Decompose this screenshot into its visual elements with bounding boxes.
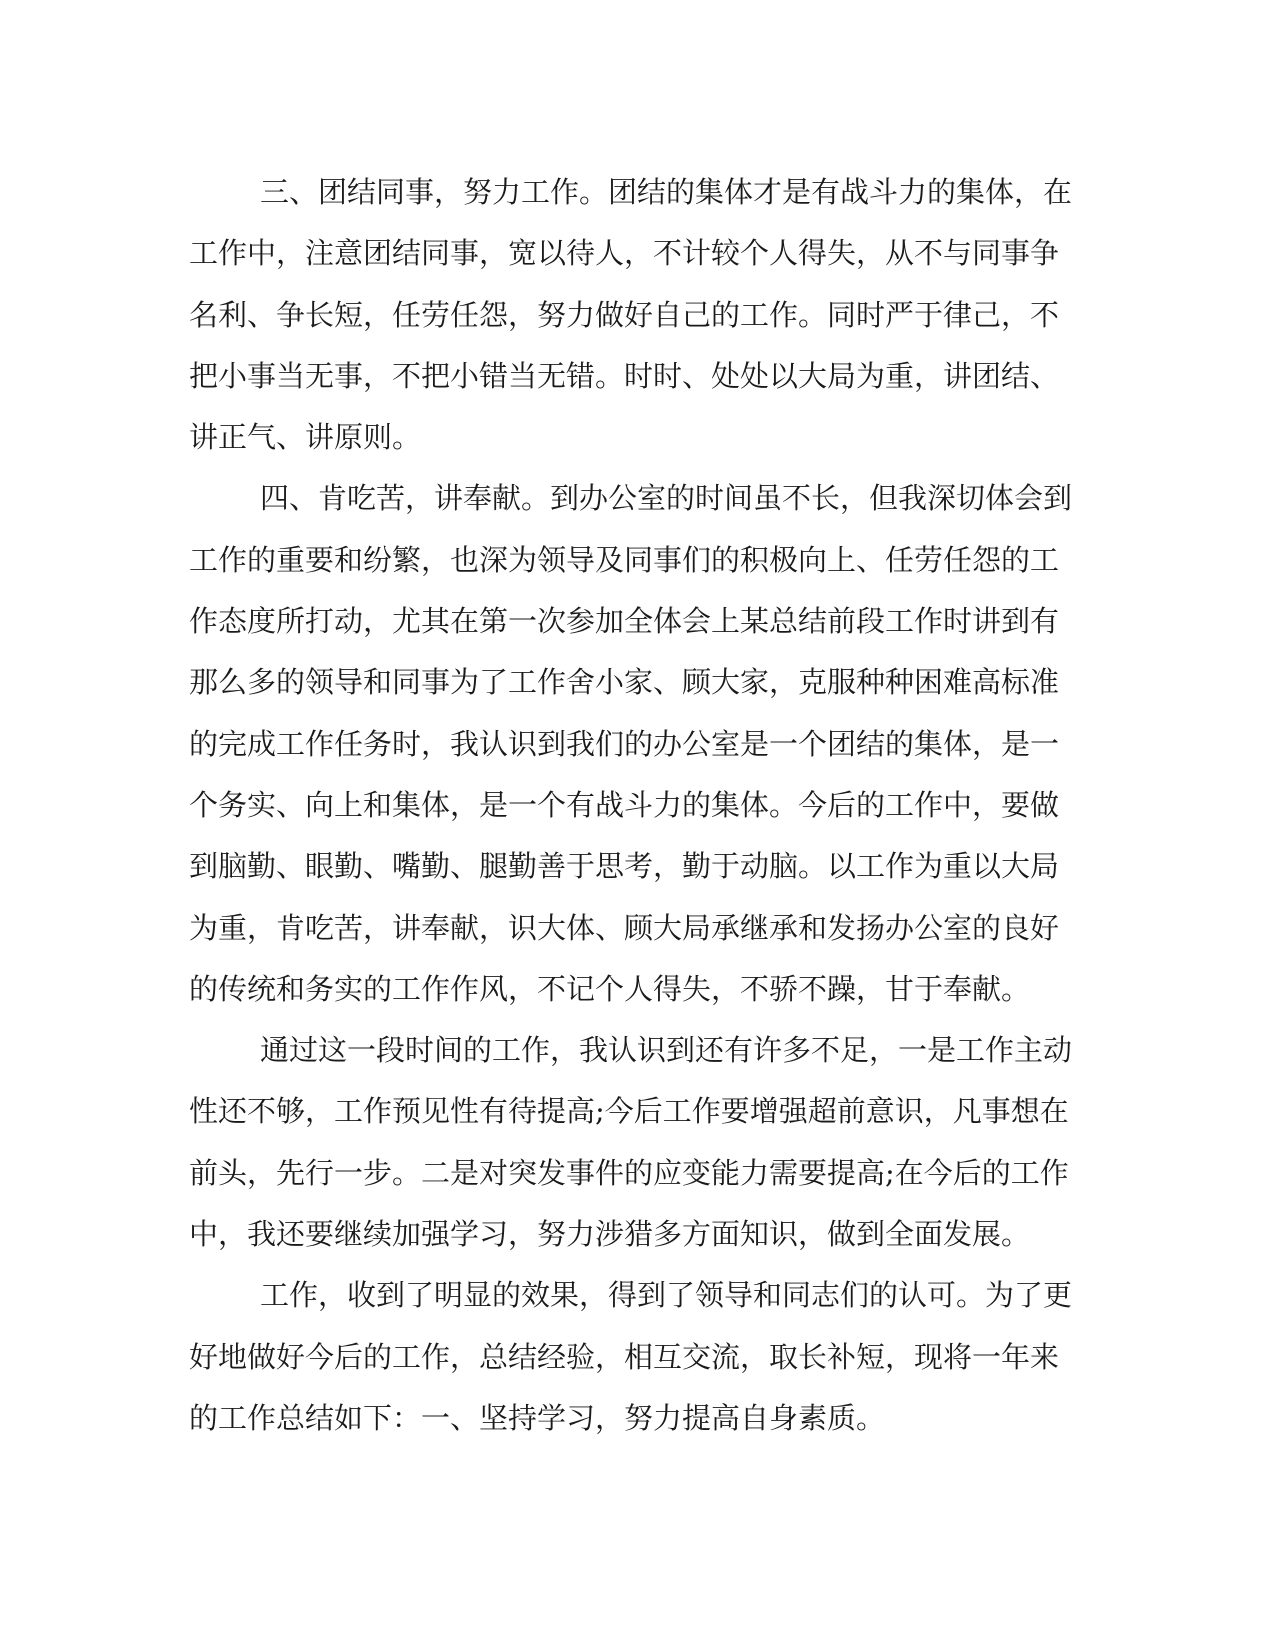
- text-line: 性还不够，工作预见性有待提高;今后工作要增强超前意识，凡事想在: [189, 1094, 1069, 1129]
- text-line: 为重，肯吃苦，讲奉献，识大体、顾大局承继承和发扬办公室的良好: [189, 910, 1060, 945]
- paragraph-unity: [189, 162, 1073, 468]
- text-line: 四、肯吃苦，讲奉献。到办公室的时间虽不长，但我深切体会到: [260, 481, 1073, 516]
- text-line: 名利、争长短，任劳任怨，努力做好自己的工作。同时严于律己，不: [189, 297, 1060, 332]
- text-line: 工作的重要和纷繁，也深为领导及同事们的积极向上、任劳任怨的工: [189, 542, 1060, 577]
- text-line: 的完成工作任务时，我认识到我们的办公室是一个团结的集体，是一: [189, 726, 1060, 761]
- paragraph-shortcomings: [189, 1020, 1073, 1265]
- text-line: 中，我还要继续加强学习，努力涉猎多方面知识，做到全面发展。: [189, 1217, 1031, 1252]
- text-line: 的传统和务实的工作作风，不记个人得失，不骄不躁，甘于奉献。: [189, 971, 1031, 1006]
- text-line: 通过这一段时间的工作，我认识到还有许多不足，一是工作主动: [260, 1033, 1073, 1068]
- text-line: 把小事当无事，不把小错当无错。时时、处处以大局为重，讲团结、: [189, 358, 1060, 393]
- document-body: [189, 162, 1073, 1449]
- text-line: 前头，先行一步。二是对突发事件的应变能力需要提高;在今后的工作: [189, 1155, 1069, 1190]
- text-line: 到脑勤、眼勤、嘴勤、腿勤善于思考，勤于动脑。以工作为重以大局: [189, 849, 1060, 884]
- text-line: 三、团结同事，努力工作。团结的集体才是有战斗力的集体，在: [260, 175, 1073, 209]
- paragraph-summary: [189, 1265, 1073, 1449]
- text-line: 作态度所打动，尤其在第一次参加全体会上某总结前段工作时讲到有: [189, 604, 1060, 639]
- text-line: 个务实、向上和集体，是一个有战斗力的集体。今后的工作中，要做: [189, 787, 1060, 822]
- text-line: 讲正气、讲原则。: [189, 420, 422, 455]
- text-line: 工作，收到了明显的效果，得到了领导和同志们的认可。为了更: [260, 1278, 1073, 1313]
- paragraph-dedication: [189, 468, 1073, 1020]
- text-line: 工作中，注意团结同事，宽以待人，不计较个人得失，从不与同事争: [189, 236, 1060, 271]
- text-line: 那么多的领导和同事为了工作舍小家、顾大家，克服种种困难高标准: [189, 665, 1060, 700]
- text-line: 的工作总结如下：一、坚持学习，努力提高自身素质。: [189, 1400, 886, 1435]
- text-line: 好地做好今后的工作，总结经验，相互交流，取长补短，现将一年来: [189, 1339, 1060, 1374]
